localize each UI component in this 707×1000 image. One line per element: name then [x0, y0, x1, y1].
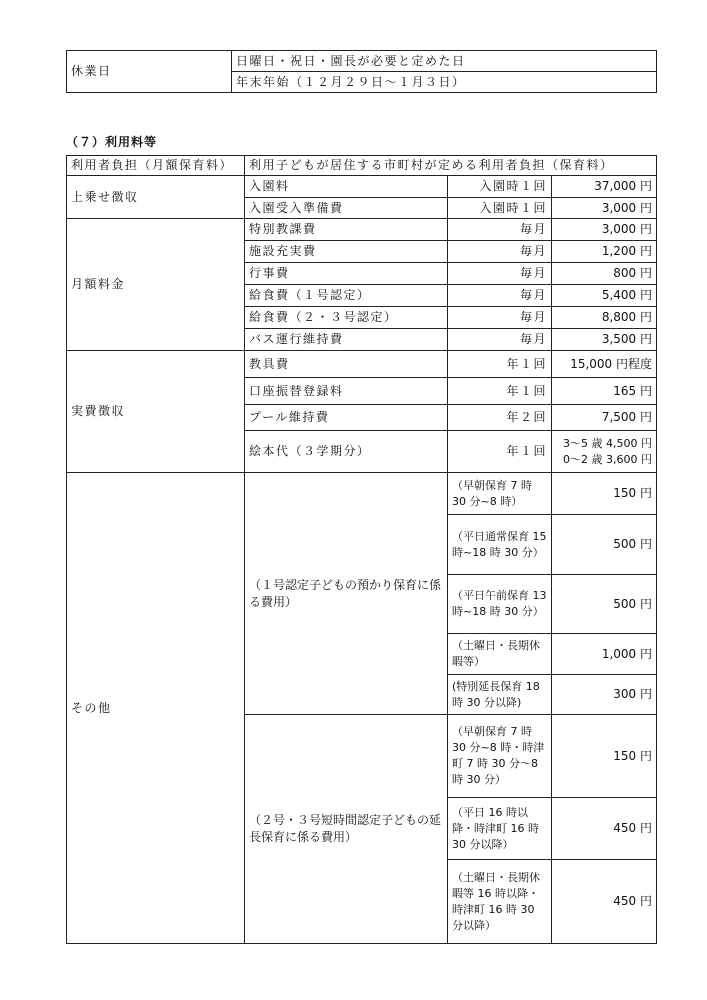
item-frequency: 年１回 [448, 378, 552, 405]
item-name: プール維持費 [245, 405, 448, 431]
item-amount: 800 円 [552, 263, 657, 285]
group-description: （２号・３号短時間認定子どもの延長保育に係る費用） [245, 715, 448, 944]
header-left: 利用者負担（月額保育料） [67, 156, 245, 176]
sub-item-amount: 500 円 [552, 575, 657, 634]
item-amount: 7,500 円 [552, 405, 657, 431]
item-amount: 8,800 円 [552, 307, 657, 329]
item-name: 絵本代（３学期分） [245, 431, 448, 473]
category-label: その他 [67, 473, 245, 944]
item-name: 入園受入準備費 [245, 198, 448, 219]
sub-item-amount: 450 円 [552, 798, 657, 860]
item-amount: 3,000 円 [552, 198, 657, 219]
sub-item-description: （土曜日・長期休暇等） [448, 634, 552, 675]
item-amount: 5,400 円 [552, 285, 657, 307]
item-frequency: 年１回 [448, 351, 552, 378]
section-title: （７）利用料等 [66, 135, 158, 149]
item-name: 口座振替登録料 [245, 378, 448, 405]
sub-item-description: (特別延長保育 18 時 30 分以降) [448, 675, 552, 715]
header-right: 利用子どもが居住する市町村が定める利用者負担（保育料） [245, 156, 657, 176]
category-label: 月額料金 [67, 219, 245, 351]
item-name: 入園料 [245, 176, 448, 198]
item-amount: 15,000 円程度 [552, 351, 657, 378]
category-label: 上乗せ徴収 [67, 176, 245, 219]
sub-item-amount: 300 円 [552, 675, 657, 715]
sub-item-amount: 500 円 [552, 515, 657, 575]
holidays-label: 休業日 [67, 51, 232, 93]
sub-item-description: （早朝保育 7 時 30 分~8 時・時津町 7 時 30 分～8 時 30 分） [448, 715, 552, 798]
item-frequency: 毎月 [448, 307, 552, 329]
sub-item-amount: 1,000 円 [552, 634, 657, 675]
item-frequency: 毎月 [448, 285, 552, 307]
sub-item-description: （平日通常保育 15 時~18 時 30 分） [448, 515, 552, 575]
group-description: （１号認定子どもの預かり保育に係る費用） [245, 473, 448, 715]
sub-item-description: （土曜日・長期休暇等 16 時以降・時津町 16 時 30 分以降） [448, 860, 552, 944]
category-label: 実費徴収 [67, 351, 245, 473]
item-amount: 165 円 [552, 378, 657, 405]
item-name: 行事費 [245, 263, 448, 285]
item-frequency: 入園時１回 [448, 176, 552, 198]
item-name: 施設充実費 [245, 241, 448, 263]
holidays-table [66, 50, 657, 93]
item-frequency: 毎月 [448, 263, 552, 285]
item-frequency: 年２回 [448, 405, 552, 431]
sub-item-amount: 150 円 [552, 473, 657, 515]
item-frequency: 入園時１回 [448, 198, 552, 219]
item-name: 特別教課費 [245, 219, 448, 241]
item-amount: 3,500 円 [552, 329, 657, 351]
item-amount: 1,200 円 [552, 241, 657, 263]
item-frequency: 毎月 [448, 241, 552, 263]
item-frequency: 毎月 [448, 219, 552, 241]
item-name: 給食費（１号認定） [245, 285, 448, 307]
item-amount: 37,000 円 [552, 176, 657, 198]
item-name: 教具費 [245, 351, 448, 378]
amount-line: 3～5 歳 4,500 円 [563, 436, 652, 450]
holidays-row: 年末年始（１２月２９日～１月３日） [232, 72, 657, 93]
sub-item-description: （平日 16 時以降・時津町 16 時 30 分以降） [448, 798, 552, 860]
item-amount [552, 431, 657, 473]
holidays-row: 日曜日・祝日・園長が必要と定めた日 [232, 51, 657, 72]
fees-table [66, 155, 657, 944]
sub-item-amount: 450 円 [552, 860, 657, 944]
item-frequency: 毎月 [448, 329, 552, 351]
sub-item-description: （早朝保育 7 時 30 分~8 時） [448, 473, 552, 515]
item-name: 給食費（２・３号認定） [245, 307, 448, 329]
sub-item-amount: 150 円 [552, 715, 657, 798]
item-amount: 3,000 円 [552, 219, 657, 241]
item-name: バス運行維持費 [245, 329, 448, 351]
sub-item-description: （平日午前保育 13 時~18 時 30 分） [448, 575, 552, 634]
amount-line: 0～2 歳 3,600 円 [563, 452, 652, 466]
item-frequency: 年１回 [448, 431, 552, 473]
